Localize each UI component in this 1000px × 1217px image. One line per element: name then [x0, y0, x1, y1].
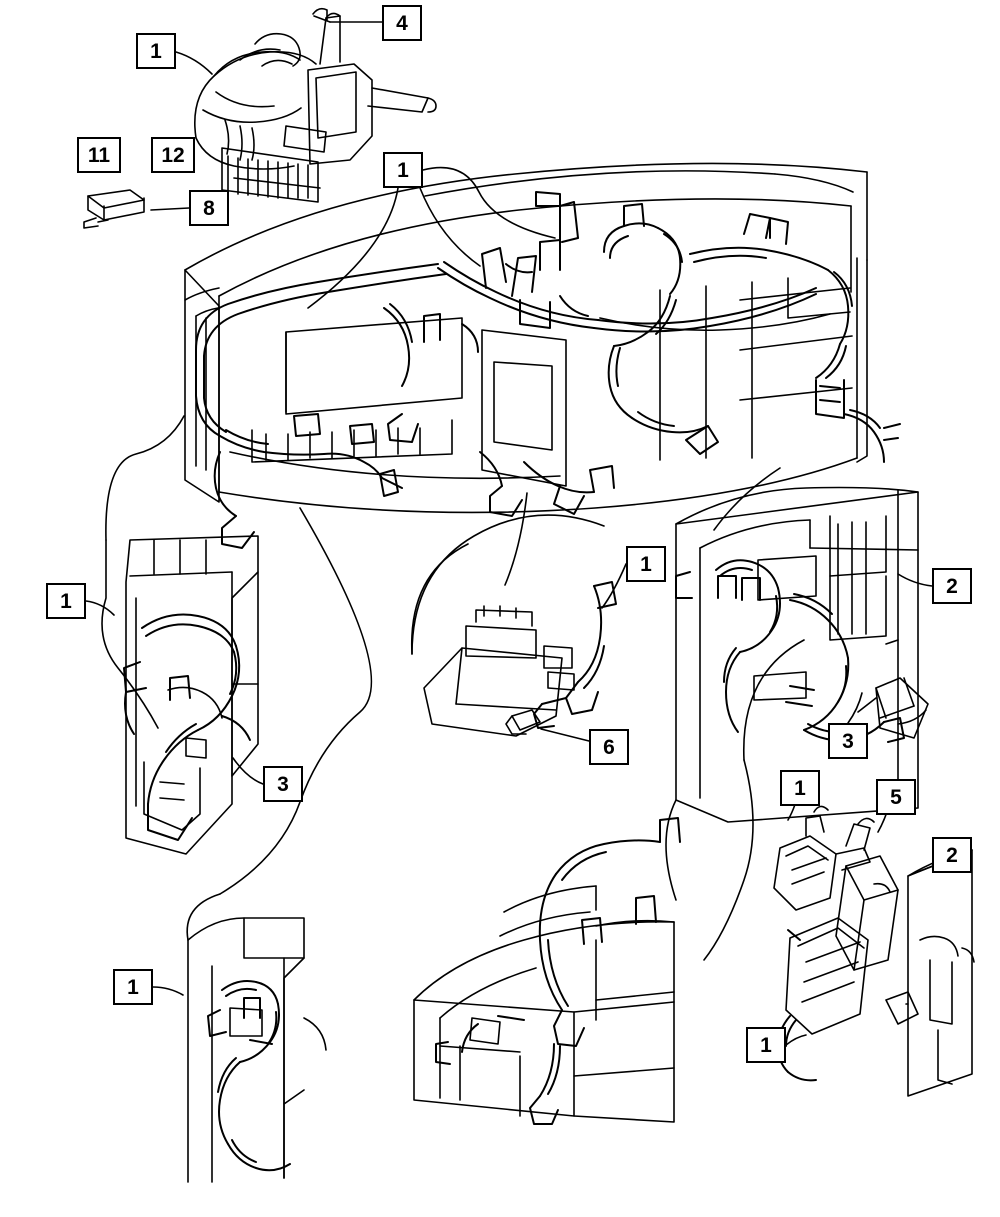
leader-1-panel-left — [308, 188, 398, 308]
instrument-panel-assembly — [185, 163, 867, 512]
left-sill-harness-assembly — [188, 918, 326, 1182]
callout-3-right[interactable]: 3 — [828, 723, 868, 759]
callout-1-panel[interactable]: 1 — [383, 152, 423, 188]
callout-8[interactable]: 8 — [189, 190, 229, 226]
curve-left-lower — [187, 894, 220, 940]
leader-1-left-sill — [153, 987, 183, 995]
callout-1-module[interactable]: 1 — [746, 1027, 786, 1063]
callout-6[interactable]: 6 — [589, 729, 629, 765]
leader-2-right — [898, 574, 932, 586]
callout-3-left[interactable]: 3 — [263, 766, 303, 802]
leader-3-left — [233, 758, 263, 784]
callout-2-right[interactable]: 2 — [932, 568, 972, 604]
callout-12[interactable]: 12 — [151, 137, 195, 173]
leader-1-abs — [602, 564, 626, 608]
relay-module-item-8 — [84, 190, 144, 228]
abs-module-assembly — [412, 515, 616, 736]
callout-1-left-kick[interactable]: 1 — [46, 583, 86, 619]
leader-long-left — [220, 508, 371, 894]
curve-left-upper — [106, 416, 184, 540]
leader-6 — [541, 729, 589, 741]
leader-3-right — [848, 693, 862, 723]
callout-2-right-lower[interactable]: 2 — [932, 837, 972, 873]
leader-right-curve-lower — [666, 800, 676, 900]
callout-1-left-sill[interactable]: 1 — [113, 969, 153, 1005]
leader-1-top-left — [176, 52, 212, 74]
callout-11[interactable]: 11 — [77, 137, 121, 173]
leader-8 — [151, 208, 189, 210]
callout-5[interactable]: 5 — [876, 779, 916, 815]
callout-4[interactable]: 4 — [382, 5, 422, 41]
leader-center-curve — [505, 493, 527, 585]
callout-1-right-lower[interactable]: 1 — [780, 770, 820, 806]
leader-1-panel-right — [420, 188, 480, 266]
leader-right-curve-upper — [714, 468, 780, 530]
callout-1-top-left[interactable]: 1 — [136, 33, 176, 69]
floor-harness-assembly — [414, 818, 680, 1124]
leader-1-right-lower — [786, 1035, 806, 1045]
main-instrument-panel-harness — [196, 192, 900, 548]
left-kick-panel-assembly — [102, 536, 258, 854]
right-lower-module-assembly — [704, 760, 974, 1096]
leader-1-left-kick — [86, 601, 114, 615]
callout-1-abs[interactable]: 1 — [626, 546, 666, 582]
